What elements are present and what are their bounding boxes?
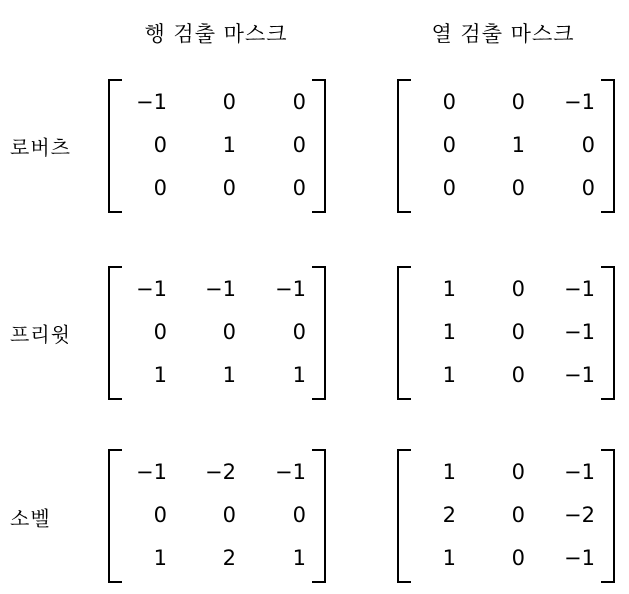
matrix-cell: 0 bbox=[292, 503, 306, 527]
matrix-cell: 0 bbox=[511, 363, 525, 387]
matrix-cell: 1 bbox=[442, 546, 456, 570]
matrix-cell: 0 bbox=[511, 320, 525, 344]
matrix-cell: 0 bbox=[292, 320, 306, 344]
matrix-col-mask bbox=[397, 449, 615, 581]
matrix-cell: 0 bbox=[153, 133, 167, 157]
right-bracket bbox=[601, 449, 615, 583]
matrix-cell: −1 bbox=[275, 277, 306, 301]
matrix-cell: −1 bbox=[136, 277, 167, 301]
matrix-cell: −1 bbox=[564, 546, 595, 570]
matrix-cell: 1 bbox=[442, 363, 456, 387]
matrix-cell: 0 bbox=[292, 90, 306, 114]
matrix-cell: 0 bbox=[442, 176, 456, 200]
matrix-cell: 0 bbox=[511, 90, 525, 114]
matrix-cell: −2 bbox=[564, 503, 595, 527]
matrix-cell: 1 bbox=[511, 133, 525, 157]
matrix-cell: 0 bbox=[511, 460, 525, 484]
right-bracket bbox=[312, 79, 326, 213]
row-label-prewitt: 프리윗 bbox=[10, 322, 71, 347]
matrix-cell: 0 bbox=[153, 320, 167, 344]
row-label-sobel: 소벨 bbox=[10, 506, 51, 531]
right-bracket bbox=[312, 449, 326, 583]
right-bracket bbox=[601, 79, 615, 213]
matrix-cell: 0 bbox=[222, 320, 236, 344]
right-bracket bbox=[601, 266, 615, 400]
matrix-row-mask bbox=[108, 449, 326, 581]
matrix-cell: 1 bbox=[442, 320, 456, 344]
matrix-cell: 1 bbox=[442, 277, 456, 301]
matrix-cell: 0 bbox=[511, 277, 525, 301]
matrix-cell: 0 bbox=[222, 503, 236, 527]
matrix-cell: −1 bbox=[136, 460, 167, 484]
matrix-row-mask bbox=[108, 266, 326, 398]
matrix-cell: 0 bbox=[153, 503, 167, 527]
matrix-cell: 1 bbox=[292, 363, 306, 387]
matrix-cell: −1 bbox=[564, 460, 595, 484]
matrix-cell: −1 bbox=[136, 90, 167, 114]
matrix-cell: −1 bbox=[564, 277, 595, 301]
matrix-cell: −2 bbox=[205, 460, 236, 484]
matrix-row-mask bbox=[108, 79, 326, 211]
matrix-cell: −1 bbox=[205, 277, 236, 301]
matrix-cell: −1 bbox=[275, 460, 306, 484]
matrix-cell: 0 bbox=[511, 503, 525, 527]
matrix-cell: 2 bbox=[222, 546, 236, 570]
matrix-cell: −1 bbox=[564, 320, 595, 344]
matrix-cell: 0 bbox=[511, 546, 525, 570]
matrix-cell: 0 bbox=[442, 133, 456, 157]
right-bracket bbox=[312, 266, 326, 400]
matrix-cell: −1 bbox=[564, 90, 595, 114]
matrix-cell: 0 bbox=[442, 90, 456, 114]
matrix-col-mask bbox=[397, 79, 615, 211]
row-label-roberts: 로버츠 bbox=[10, 135, 71, 160]
matrix-cell: 2 bbox=[442, 503, 456, 527]
matrix-cell: 1 bbox=[153, 546, 167, 570]
matrix-cell: 0 bbox=[222, 176, 236, 200]
matrix-cell: 1 bbox=[153, 363, 167, 387]
column-header-col-mask: 열 검출 마스크 bbox=[431, 22, 575, 46]
matrix-cell: 1 bbox=[222, 133, 236, 157]
matrix-cell: 0 bbox=[581, 176, 595, 200]
matrix-cell: 0 bbox=[511, 176, 525, 200]
matrix-cell: 0 bbox=[292, 176, 306, 200]
column-header-row-mask: 행 검출 마스크 bbox=[144, 22, 288, 46]
matrix-cell: 0 bbox=[292, 133, 306, 157]
matrix-cell: −1 bbox=[564, 363, 595, 387]
matrix-cell: 0 bbox=[222, 90, 236, 114]
matrix-cell: 0 bbox=[581, 133, 595, 157]
matrix-col-mask bbox=[397, 266, 615, 398]
matrix-cell: 1 bbox=[442, 460, 456, 484]
matrix-cell: 1 bbox=[292, 546, 306, 570]
matrix-cell: 0 bbox=[153, 176, 167, 200]
matrix-cell: 1 bbox=[222, 363, 236, 387]
